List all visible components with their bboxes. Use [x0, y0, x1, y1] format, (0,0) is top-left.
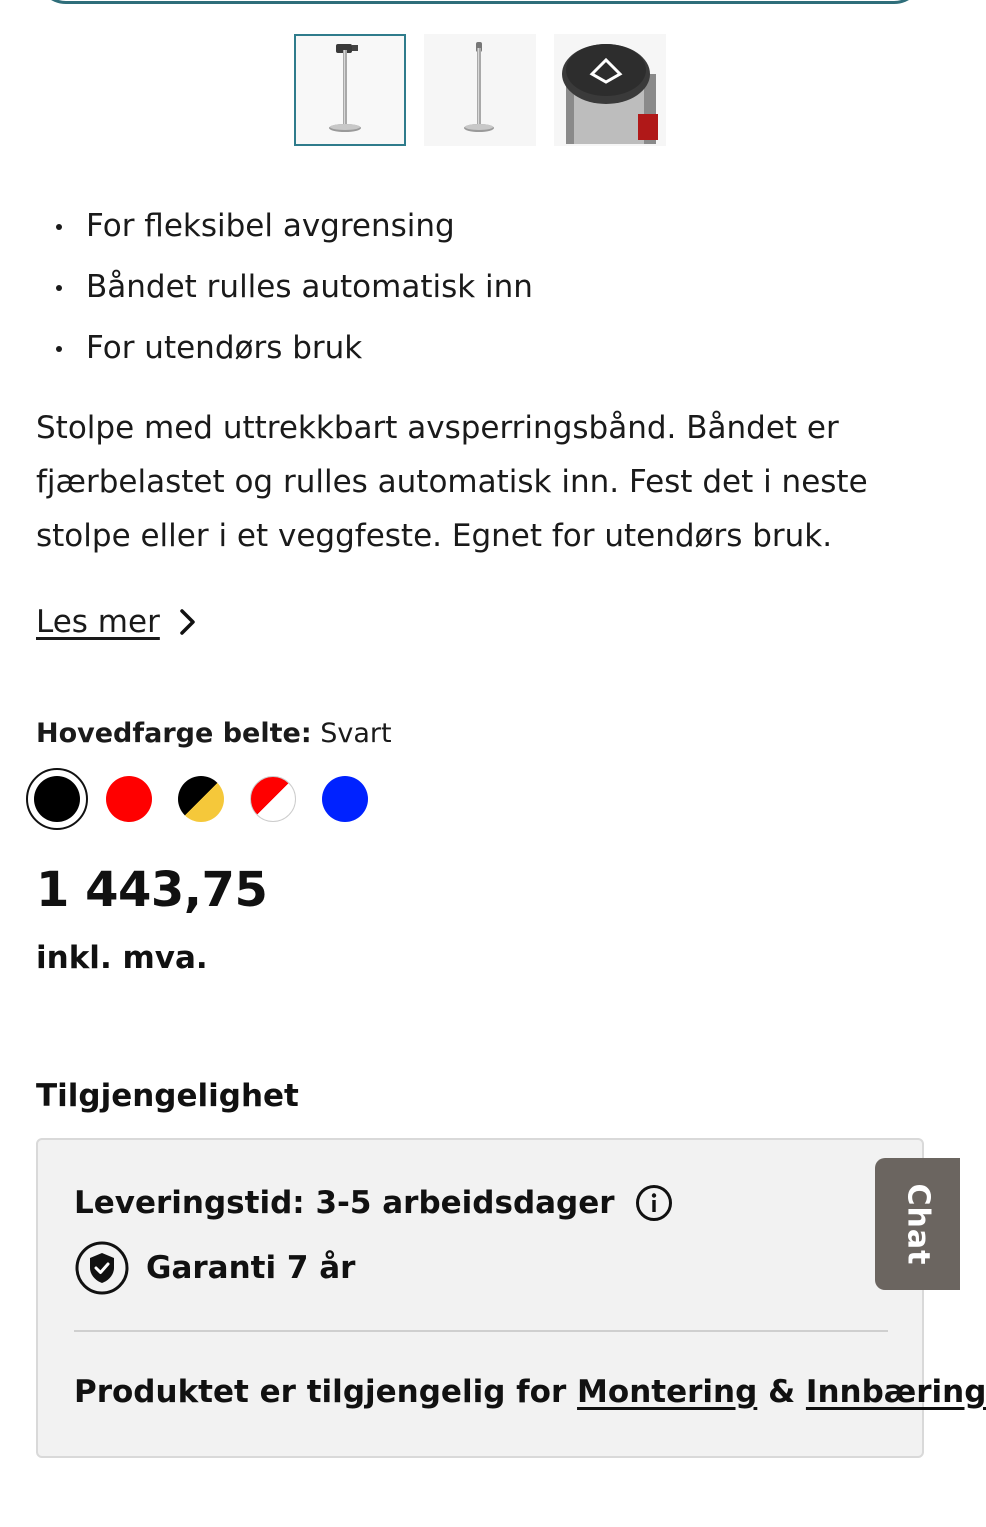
swatch-red-white-fill: [250, 776, 296, 822]
stanchion-plain-image: [424, 34, 536, 146]
feature-list: [52, 196, 533, 379]
divider: [74, 1330, 888, 1332]
thumbnail-1[interactable]: [294, 34, 406, 146]
bullet-dot: [56, 285, 62, 291]
price: 1 443,75: [36, 862, 268, 918]
warranty: [74, 1240, 355, 1296]
info-icon[interactable]: [635, 1184, 673, 1222]
bullet-dot: [56, 346, 62, 352]
bullet-dot: [56, 224, 62, 230]
swatch-blue-fill: [322, 776, 368, 822]
delivery-time-text: Leveringstid: 3-5 arbeidsdager: [74, 1185, 615, 1221]
thumbnail-3[interactable]: [554, 34, 666, 146]
chat-button[interactable]: [875, 1158, 960, 1290]
swatch-blue[interactable]: [314, 768, 376, 830]
shield-check-icon: [74, 1240, 130, 1296]
read-more-label: Les mer: [36, 604, 160, 640]
availability-title: Tilgjengelighet: [36, 1078, 299, 1114]
color-swatches: [26, 768, 386, 830]
swatch-red[interactable]: [98, 768, 160, 830]
thumbnail-gallery: [294, 34, 666, 146]
swatch-black[interactable]: [26, 768, 88, 830]
thumbnail-2[interactable]: [424, 34, 536, 146]
innbaering-link[interactable]: Innbæring: [805, 1374, 986, 1410]
search-field-edge: [36, 0, 924, 4]
delivery-time: [74, 1184, 673, 1222]
swatch-black-fill: [34, 776, 80, 822]
services-join: &: [768, 1374, 796, 1410]
belt-cassette-image: [554, 34, 666, 146]
color-label: [36, 718, 392, 749]
swatch-red-fill: [106, 776, 152, 822]
montering-link[interactable]: Montering: [577, 1374, 758, 1410]
services-line: [74, 1374, 986, 1410]
services-prefix: Produktet er tilgjengelig for: [74, 1374, 567, 1410]
color-selected-value: Svart: [320, 718, 392, 749]
product-description: Stolpe med uttrekkbart avsperringsbånd. Båndet er fjærbelastet og rulles automatisk inn. Fest det i neste stolpe eller i et veggfeste. Egnet for utendørs bruk.: [36, 410, 868, 554]
feature-text: For fleksibel avgrensing: [86, 208, 455, 244]
feature-item: [52, 318, 533, 379]
warranty-text: Garanti 7 år: [146, 1250, 356, 1286]
color-label-key: Hovedfarge belte:: [36, 718, 312, 749]
swatch-red-white[interactable]: [242, 768, 304, 830]
swatch-black-yellow-fill: [178, 776, 224, 822]
feature-item: [52, 257, 533, 318]
chevron-right-icon: [178, 607, 198, 637]
read-more-link[interactable]: [36, 604, 198, 640]
availability-box: [36, 1138, 986, 1458]
stanchion-belt-image: [296, 36, 404, 144]
swatch-black-yellow[interactable]: [170, 768, 232, 830]
chat-label: Chat: [900, 1183, 935, 1265]
feature-item: [52, 196, 533, 257]
feature-text: Båndet rulles automatisk inn: [86, 269, 533, 305]
vat-note: inkl. mva.: [36, 940, 208, 976]
feature-text: For utendørs bruk: [86, 330, 363, 366]
